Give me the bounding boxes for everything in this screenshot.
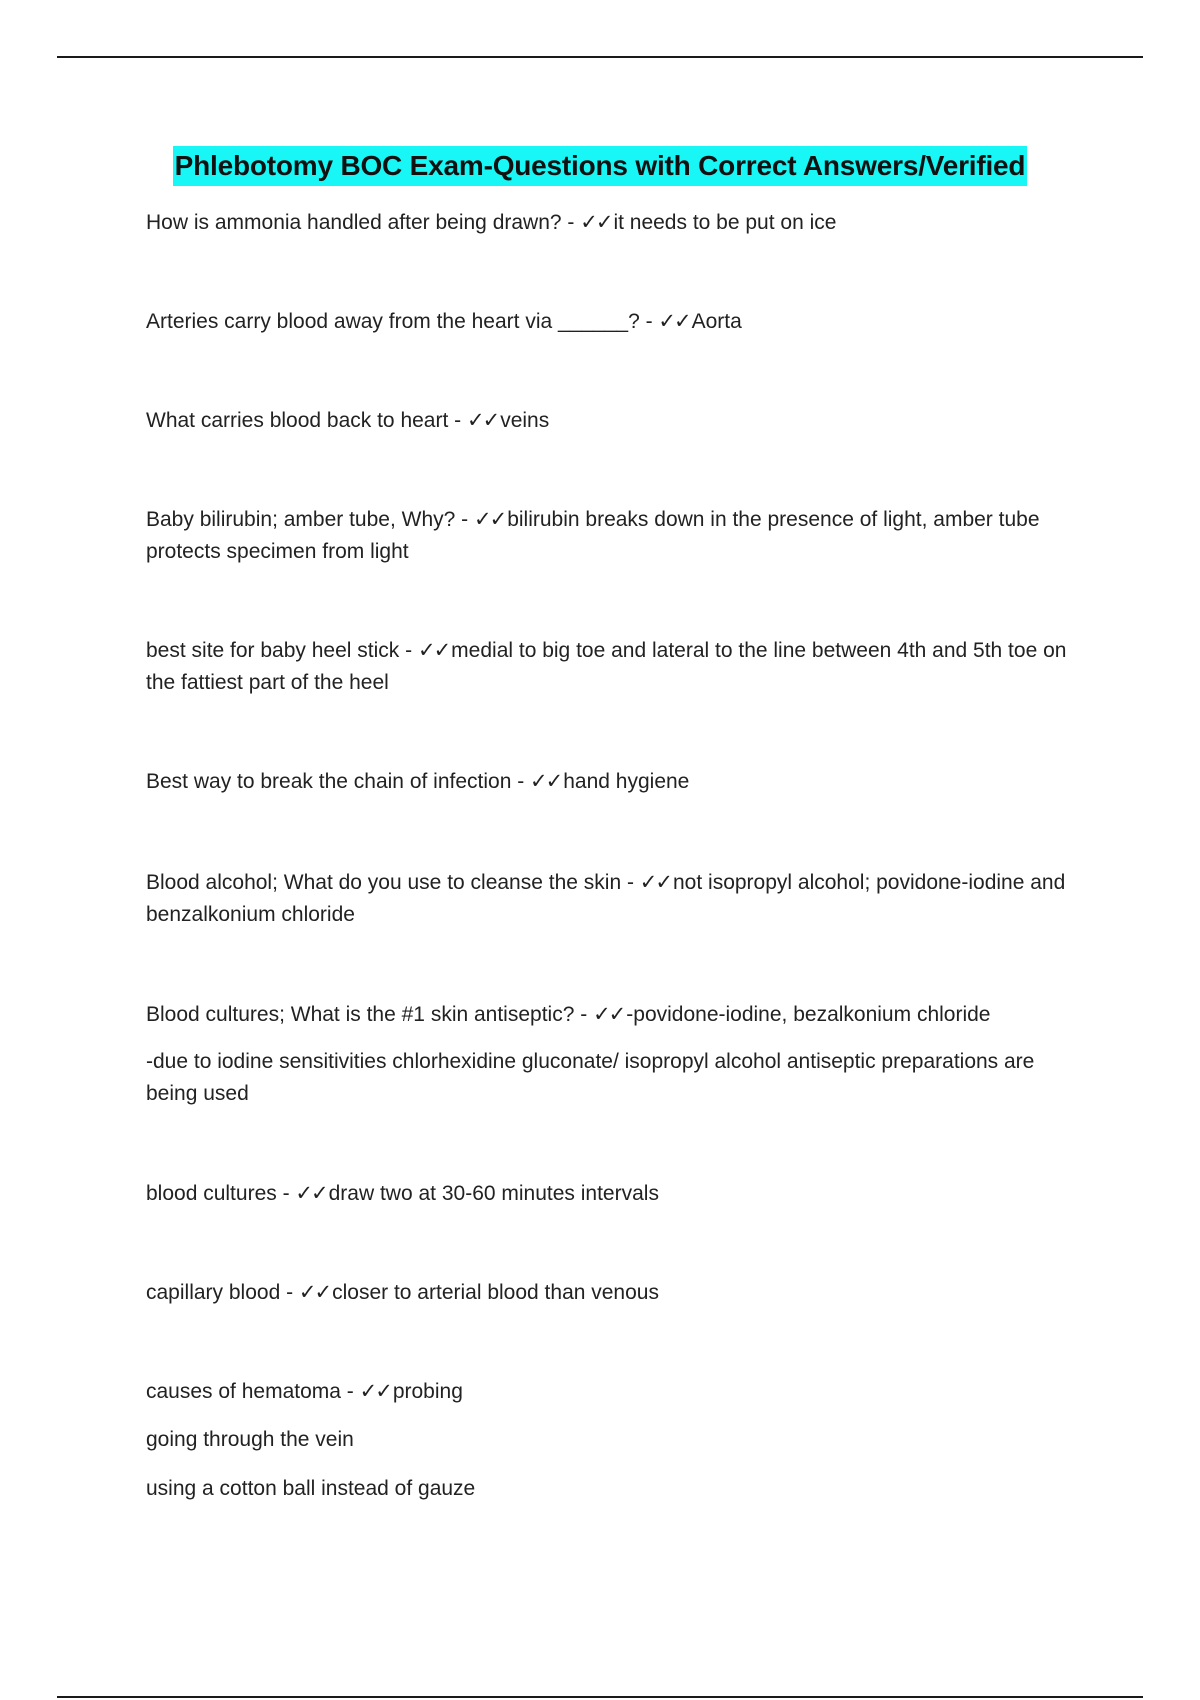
question-text: Baby bilirubin; amber tube, Why? -	[146, 508, 474, 531]
double-check-icon: ✓✓	[295, 1181, 327, 1205]
qa-entry-3	[146, 404, 1076, 437]
answer-continuation-text: going through the vein	[146, 1428, 354, 1451]
double-check-icon: ✓✓	[417, 638, 450, 662]
question-text: Blood alcohol; What do you use to cleanse the skin -	[146, 871, 640, 894]
answer-text: draw two at 30-60 minutes intervals	[328, 1182, 659, 1205]
question-text: Arteries carry blood away from the heart via ______? -	[146, 310, 659, 333]
bottom-rule	[57, 1696, 1143, 1698]
top-rule	[57, 56, 1143, 58]
answer-text: it needs to be put on ice	[613, 211, 837, 234]
double-check-icon: ✓✓	[593, 1002, 625, 1026]
answer-text: hand hygiene	[563, 770, 690, 793]
double-check-icon: ✓✓	[580, 210, 612, 234]
answer-text: bilirubin breaks down in the presence of light, amber tube protects specimen from light	[146, 508, 1040, 563]
qa-entry-6	[146, 765, 1076, 798]
title-container	[0, 146, 1200, 186]
qa-entry-1	[146, 206, 1076, 239]
qa-entry-10	[146, 1276, 1076, 1309]
qa-entry-8	[146, 998, 1076, 1031]
qa-entry-8-continuation	[146, 1046, 1076, 1110]
double-check-icon: ✓✓	[298, 1280, 331, 1304]
answer-text: veins	[500, 409, 550, 432]
double-check-icon: ✓✓	[466, 408, 499, 432]
question-text: best site for baby heel stick -	[146, 639, 418, 662]
answer-text: closer to arterial blood than venous	[332, 1281, 659, 1304]
double-check-icon: ✓✓	[639, 870, 671, 894]
qa-entry-11-continuation	[146, 1424, 1076, 1456]
question-text: causes of hematoma -	[146, 1380, 360, 1403]
qa-entry-5	[146, 634, 1076, 699]
qa-entry-4	[146, 503, 1076, 568]
question-text: blood cultures -	[146, 1182, 296, 1205]
question-text: Best way to break the chain of infection -	[146, 770, 531, 793]
qa-entry-7	[146, 866, 1076, 931]
qa-entry-11-continuation	[146, 1473, 1076, 1505]
answer-text: medial to big toe and lateral to the line between 4th and 5th toe on the fattiest part of the heel	[146, 639, 1067, 694]
answer-text: Aorta	[691, 310, 742, 333]
question-text: capillary blood -	[146, 1281, 299, 1304]
double-check-icon: ✓✓	[473, 507, 506, 531]
question-text: Blood cultures; What is the #1 skin antiseptic? -	[146, 1003, 594, 1026]
qa-entry-11	[146, 1375, 1076, 1408]
qa-entry-9	[146, 1177, 1076, 1210]
qa-entry-2	[146, 305, 1076, 338]
answer-continuation-text: using a cotton ball instead of gauze	[146, 1477, 476, 1500]
question-text: What carries blood back to heart -	[146, 409, 467, 432]
answer-continuation-text: -due to iodine sensitivities chlorhexidine gluconate/ isopropyl alcohol antiseptic preparations are being used	[146, 1050, 1035, 1105]
double-check-icon: ✓✓	[530, 769, 562, 793]
question-text: How is ammonia handled after being drawn? -	[146, 211, 581, 234]
document-title: Phlebotomy BOC Exam-Questions with Correct Answers/Verified	[173, 146, 1028, 186]
answer-text: not isopropyl alcohol; povidone-iodine and benzalkonium chloride	[146, 871, 1066, 926]
answer-text: probing	[392, 1380, 463, 1403]
double-check-icon: ✓✓	[658, 309, 690, 333]
answer-text: -povidone-iodine, bezalkonium chloride	[626, 1003, 991, 1026]
double-check-icon: ✓✓	[359, 1379, 391, 1403]
